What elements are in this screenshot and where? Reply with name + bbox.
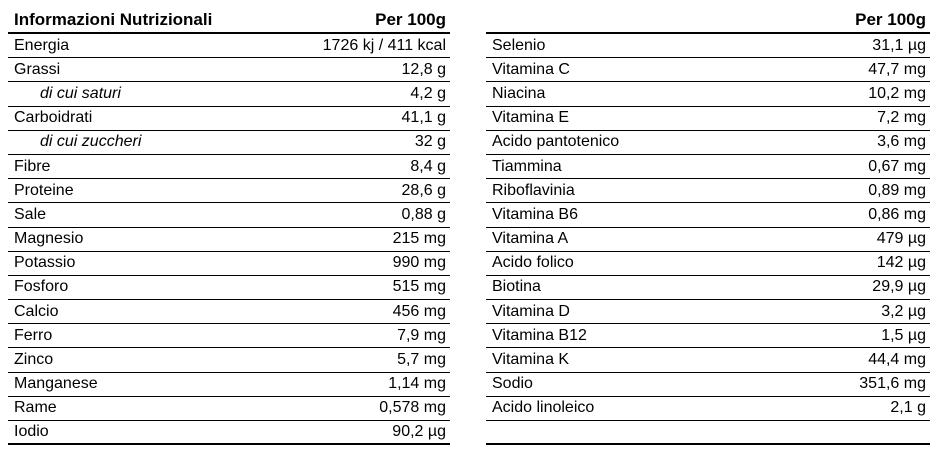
nutrition-table-left <box>8 8 450 445</box>
table-row <box>486 324 930 348</box>
per-100g-header: Per 100g <box>855 10 926 29</box>
nutrient-value: 0,578 mg <box>379 399 446 417</box>
nutrient-name: Vitamina E <box>492 109 570 127</box>
nutrient-name: Vitamina K <box>492 351 570 369</box>
nutrient-name: Tiammina <box>492 157 562 175</box>
nutrient-name: Proteine <box>14 181 74 199</box>
table-row <box>8 34 450 58</box>
nutrient-value: 215 mg <box>392 230 446 248</box>
nutrient-value: 0,67 mg <box>868 157 926 175</box>
nutrient-value: 31,1 µg <box>872 36 926 54</box>
table-row <box>486 131 930 155</box>
nutrient-value: 7,2 mg <box>877 109 926 127</box>
table-row <box>8 179 450 203</box>
nutrient-value: 44,4 mg <box>868 351 926 369</box>
table-row <box>486 348 930 372</box>
table-row <box>8 82 450 106</box>
nutrient-value: 1,14 mg <box>388 375 446 393</box>
nutrient-name: di cui saturi <box>40 84 121 102</box>
nutrient-name: Niacina <box>492 84 546 102</box>
per-100g-header: Per 100g <box>375 10 446 29</box>
nutrient-value: 3,2 µg <box>881 302 926 320</box>
nutrient-name: Sale <box>14 205 47 223</box>
nutrient-value: 479 µg <box>876 230 926 248</box>
table-row <box>486 397 930 421</box>
nutrient-value: 8,4 g <box>410 157 446 175</box>
nutrient-value: 41,1 g <box>401 109 446 127</box>
table-row <box>8 348 450 372</box>
table-row <box>486 252 930 276</box>
nutrient-value: 1,5 µg <box>881 326 926 344</box>
nutrient-value: 351,6 mg <box>859 375 926 393</box>
table-row <box>8 203 450 227</box>
nutrient-name: Fosforo <box>14 278 69 296</box>
table-row <box>8 300 450 324</box>
nutrient-value: 5,7 mg <box>397 351 446 369</box>
nutrient-value: 456 mg <box>392 302 446 320</box>
table-row <box>486 82 930 106</box>
nutrient-name: Manganese <box>14 375 98 393</box>
table-row <box>8 421 450 445</box>
nutrient-value: 515 mg <box>392 278 446 296</box>
table-header <box>486 8 930 34</box>
nutrient-value: 47,7 mg <box>868 60 926 78</box>
nutrient-value: 0,89 mg <box>868 181 926 199</box>
table-row <box>8 397 450 421</box>
table-row <box>486 34 930 58</box>
nutrient-name: Riboflavinia <box>492 181 575 199</box>
table-row <box>486 155 930 179</box>
nutrient-name: Biotina <box>492 278 541 296</box>
nutrient-name: Sodio <box>492 375 533 393</box>
nutrient-name: Ferro <box>14 326 53 344</box>
nutrient-value: 10,2 mg <box>868 84 926 102</box>
nutrient-value: 990 mg <box>392 254 446 272</box>
nutrient-value: 142 µg <box>876 254 926 272</box>
nutrient-name: Rame <box>14 399 57 417</box>
table-row <box>8 373 450 397</box>
table-row <box>486 203 930 227</box>
nutrient-name: Vitamina D <box>492 302 570 320</box>
table-header <box>8 8 450 34</box>
nutrient-name: Acido pantotenico <box>492 133 620 151</box>
nutrient-value: 7,9 mg <box>397 326 446 344</box>
nutrient-name: Fibre <box>14 157 51 175</box>
nutrient-name: Grassi <box>14 60 61 78</box>
table-row <box>486 107 930 131</box>
nutrient-value: 2,1 g <box>890 399 926 417</box>
nutrient-name: Vitamina C <box>492 60 570 78</box>
nutrient-name: Potassio <box>14 254 76 272</box>
nutrient-name: Acido folico <box>492 254 574 272</box>
table-row <box>486 276 930 300</box>
nutrient-value: 4,2 g <box>410 84 446 102</box>
nutrient-name: Vitamina B12 <box>492 326 587 344</box>
nutrient-name: Vitamina A <box>492 230 569 248</box>
table-row <box>486 373 930 397</box>
nutrient-name: Zinco <box>14 351 54 369</box>
nutrient-name: di cui zuccheri <box>40 133 142 151</box>
table-row <box>8 155 450 179</box>
nutrient-value: 28,6 g <box>401 181 446 199</box>
nutrient-name: Selenio <box>492 36 546 54</box>
nutrient-value: 90,2 µg <box>392 423 446 441</box>
nutrient-name: Acido linoleico <box>492 399 595 417</box>
nutrient-name: Magnesio <box>14 230 84 248</box>
nutrient-value: 3,6 mg <box>877 133 926 151</box>
nutrient-name: Vitamina B6 <box>492 205 578 223</box>
nutrient-value: 1726 kj / 411 kcal <box>322 36 446 54</box>
nutrient-value: 12,8 g <box>401 60 446 78</box>
nutrient-name: Carboidrati <box>14 109 93 127</box>
table-row <box>8 58 450 82</box>
nutrient-value: 32 g <box>414 133 446 151</box>
table-row <box>486 421 930 445</box>
nutrient-name: Energia <box>14 36 70 54</box>
table-row <box>8 228 450 252</box>
table-row <box>486 228 930 252</box>
table-row <box>8 252 450 276</box>
nutrient-value: 29,9 µg <box>872 278 926 296</box>
nutrient-name: Calcio <box>14 302 59 320</box>
table-row <box>8 131 450 155</box>
nutrient-value: 0,86 mg <box>868 205 926 223</box>
table-row <box>486 300 930 324</box>
nutrient-value: 0,88 g <box>401 205 446 223</box>
table-row <box>486 179 930 203</box>
nutrient-name: Iodio <box>14 423 49 441</box>
table-title: Informazioni Nutrizionali <box>14 10 213 29</box>
table-row <box>8 276 450 300</box>
table-row <box>8 107 450 131</box>
table-row <box>486 58 930 82</box>
nutrition-table-right <box>486 8 930 445</box>
table-row <box>8 324 450 348</box>
